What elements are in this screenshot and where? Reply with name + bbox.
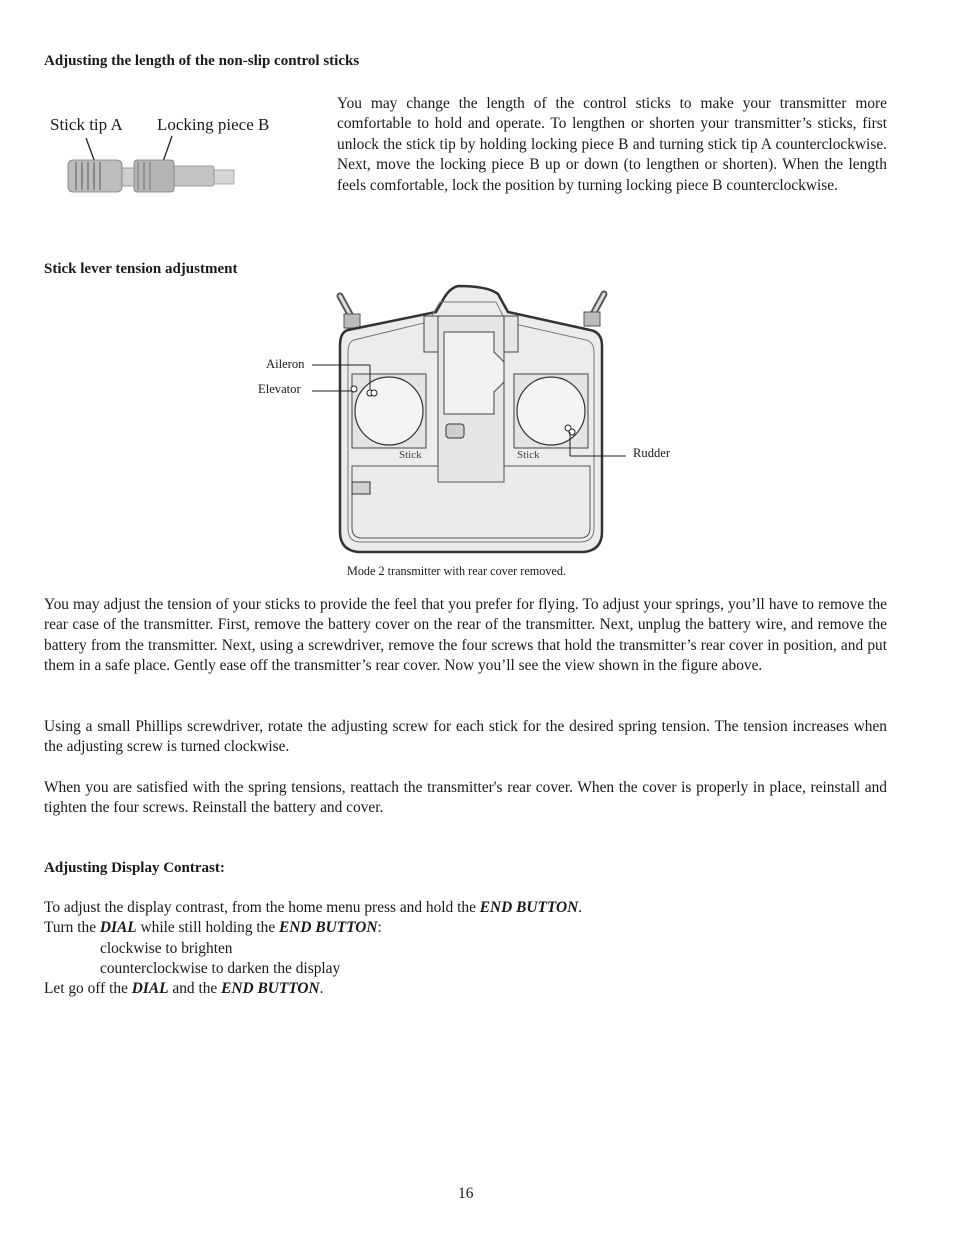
contrast-step-1: To adjust the display contrast, from the home menu press and hold the END BUTTON. (44, 899, 583, 916)
tension-paragraph-1: You may adjust the tension of your sticks to provide the feel that you prefer for flying. To adjust your springs, you’ll have to remove the rear case of the transmitter. First, remove the battery cover on the rear of the transmitter. Next, unplug the battery wire, and remove the battery from the transmitter. Next, using a screwdriver, remove the four screws that hold the transmitter’s rear cover in position, and put them in a safe place. Gently ease off the transmitter’s rear cover. Now you’ll see the view shown in the figure above. (44, 596, 887, 675)
stick-tip-label: Stick tip A (50, 115, 123, 134)
stick-length-paragraph: You may change the length of the control sticks to make your transmitter more comfortable to hold and operate. To lengthen or shorten your transmitter’s sticks, first unlock the stick tip by holding locking piece B and turning stick tip A counterclockwise. Next, move the locking piece B up or down (to lengthen or shorten). When the length feels comfortable, lock the position by turning locking piece B counterclockwise. (337, 95, 887, 194)
transmitter-diagram (308, 282, 638, 558)
figure-caption: Mode 2 transmitter with rear cover removed. (347, 564, 566, 578)
tension-paragraph-3: When you are satisfied with the spring tensions, reattach the transmitter's rear cover. When the cover is properly in place, reinstall and tighten the four screws. Reinstall the battery and cover. (44, 779, 887, 817)
contrast-option-brighten: clockwise to brighten (100, 940, 233, 957)
contrast-option-darken: counterclockwise to darken the display (100, 960, 341, 977)
locking-piece-label: Locking piece B (157, 115, 270, 134)
rudder-label: Rudder (633, 446, 671, 460)
contrast-step-3: Let go off the DIAL and the END BUTTON. (44, 980, 324, 997)
section-heading-stick-length: Adjusting the length of the non-slip control sticks (44, 53, 360, 69)
elevator-label: Elevator (258, 382, 301, 396)
section-heading-tension: Stick lever tension adjustment (44, 261, 238, 277)
contrast-step-2: Turn the DIAL while still holding the END BUTTON: (44, 919, 382, 936)
control-stick-illustration (60, 134, 240, 200)
right-toggle-switch (584, 294, 604, 326)
tension-paragraph-2: Using a small Phillips screwdriver, rotate the adjusting screw for each stick for the desired spring tension. The tension increases when the adjusting screw is turned clockwise. (44, 718, 887, 756)
aileron-label: Aileron (266, 357, 305, 371)
page-number: 16 (458, 1185, 474, 1202)
section-heading-contrast: Adjusting Display Contrast: (44, 860, 225, 876)
left-toggle-switch (340, 296, 360, 328)
right-stick-label: Stick (517, 449, 540, 461)
left-stick-label: Stick (399, 449, 422, 461)
